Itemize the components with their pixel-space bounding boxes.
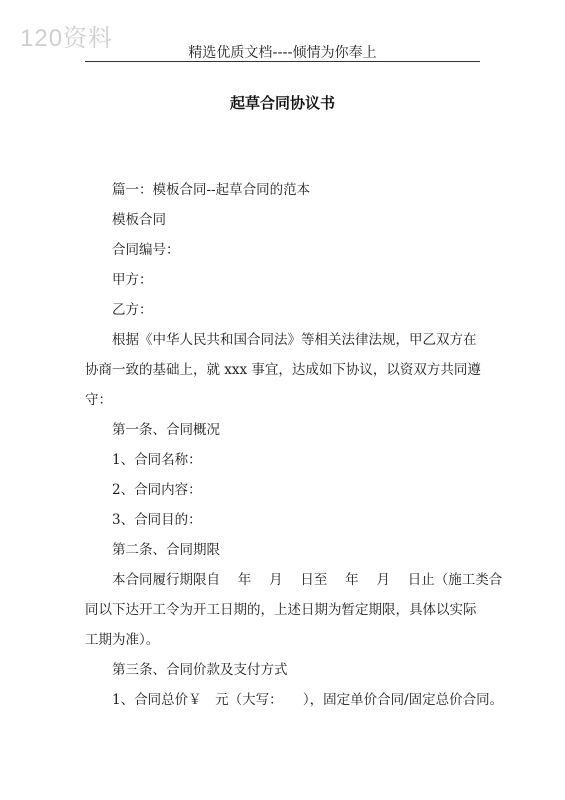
body-line: 协商一致的基础上，就 xxx 事宜，达成如下协议，以资双方共同遵 (85, 362, 481, 378)
body-line: 3、合同目的： (112, 512, 202, 528)
body-line: 2、合同内容： (112, 482, 202, 498)
body-line: 篇一：模板合同--起草合同的范本 (112, 182, 311, 198)
body-line: 本合同履行期限自 年 月 日至 年 月 日止（施工类合 (112, 572, 503, 588)
body-line: 乙方： (112, 302, 153, 318)
watermark-logo: 120资料 (20, 25, 114, 52)
body-line: 1、合同名称： (112, 452, 202, 468)
document-body (85, 175, 504, 715)
body-line: 根据《中华人民共和国合同法》等相关法律法规，甲乙双方在 (112, 332, 477, 348)
document-title: 起草合同协议书 (229, 94, 335, 112)
body-line: 模板合同 (112, 212, 166, 228)
body-line: 甲方： (112, 272, 153, 288)
header-banner: 精选优质文档----倾情为你奉上 (188, 45, 377, 61)
body-line: 守： (85, 392, 112, 408)
header-divider (85, 61, 480, 62)
body-line: 同以下达开工令为开工日期的，上述日期为暂定期限，具体以实际 (85, 602, 477, 618)
body-line: 1、合同总价￥ 元（大写： ），固定单价合同/固定总价合同。 (112, 692, 504, 708)
body-line: 第二条、合同期限 (112, 542, 220, 558)
body-line: 合同编号： (112, 242, 180, 258)
body-line: 第三条、合同价款及支付方式 (112, 662, 288, 678)
body-line: 工期为准）。 (85, 632, 160, 648)
body-line: 第一条、合同概况 (112, 422, 220, 438)
